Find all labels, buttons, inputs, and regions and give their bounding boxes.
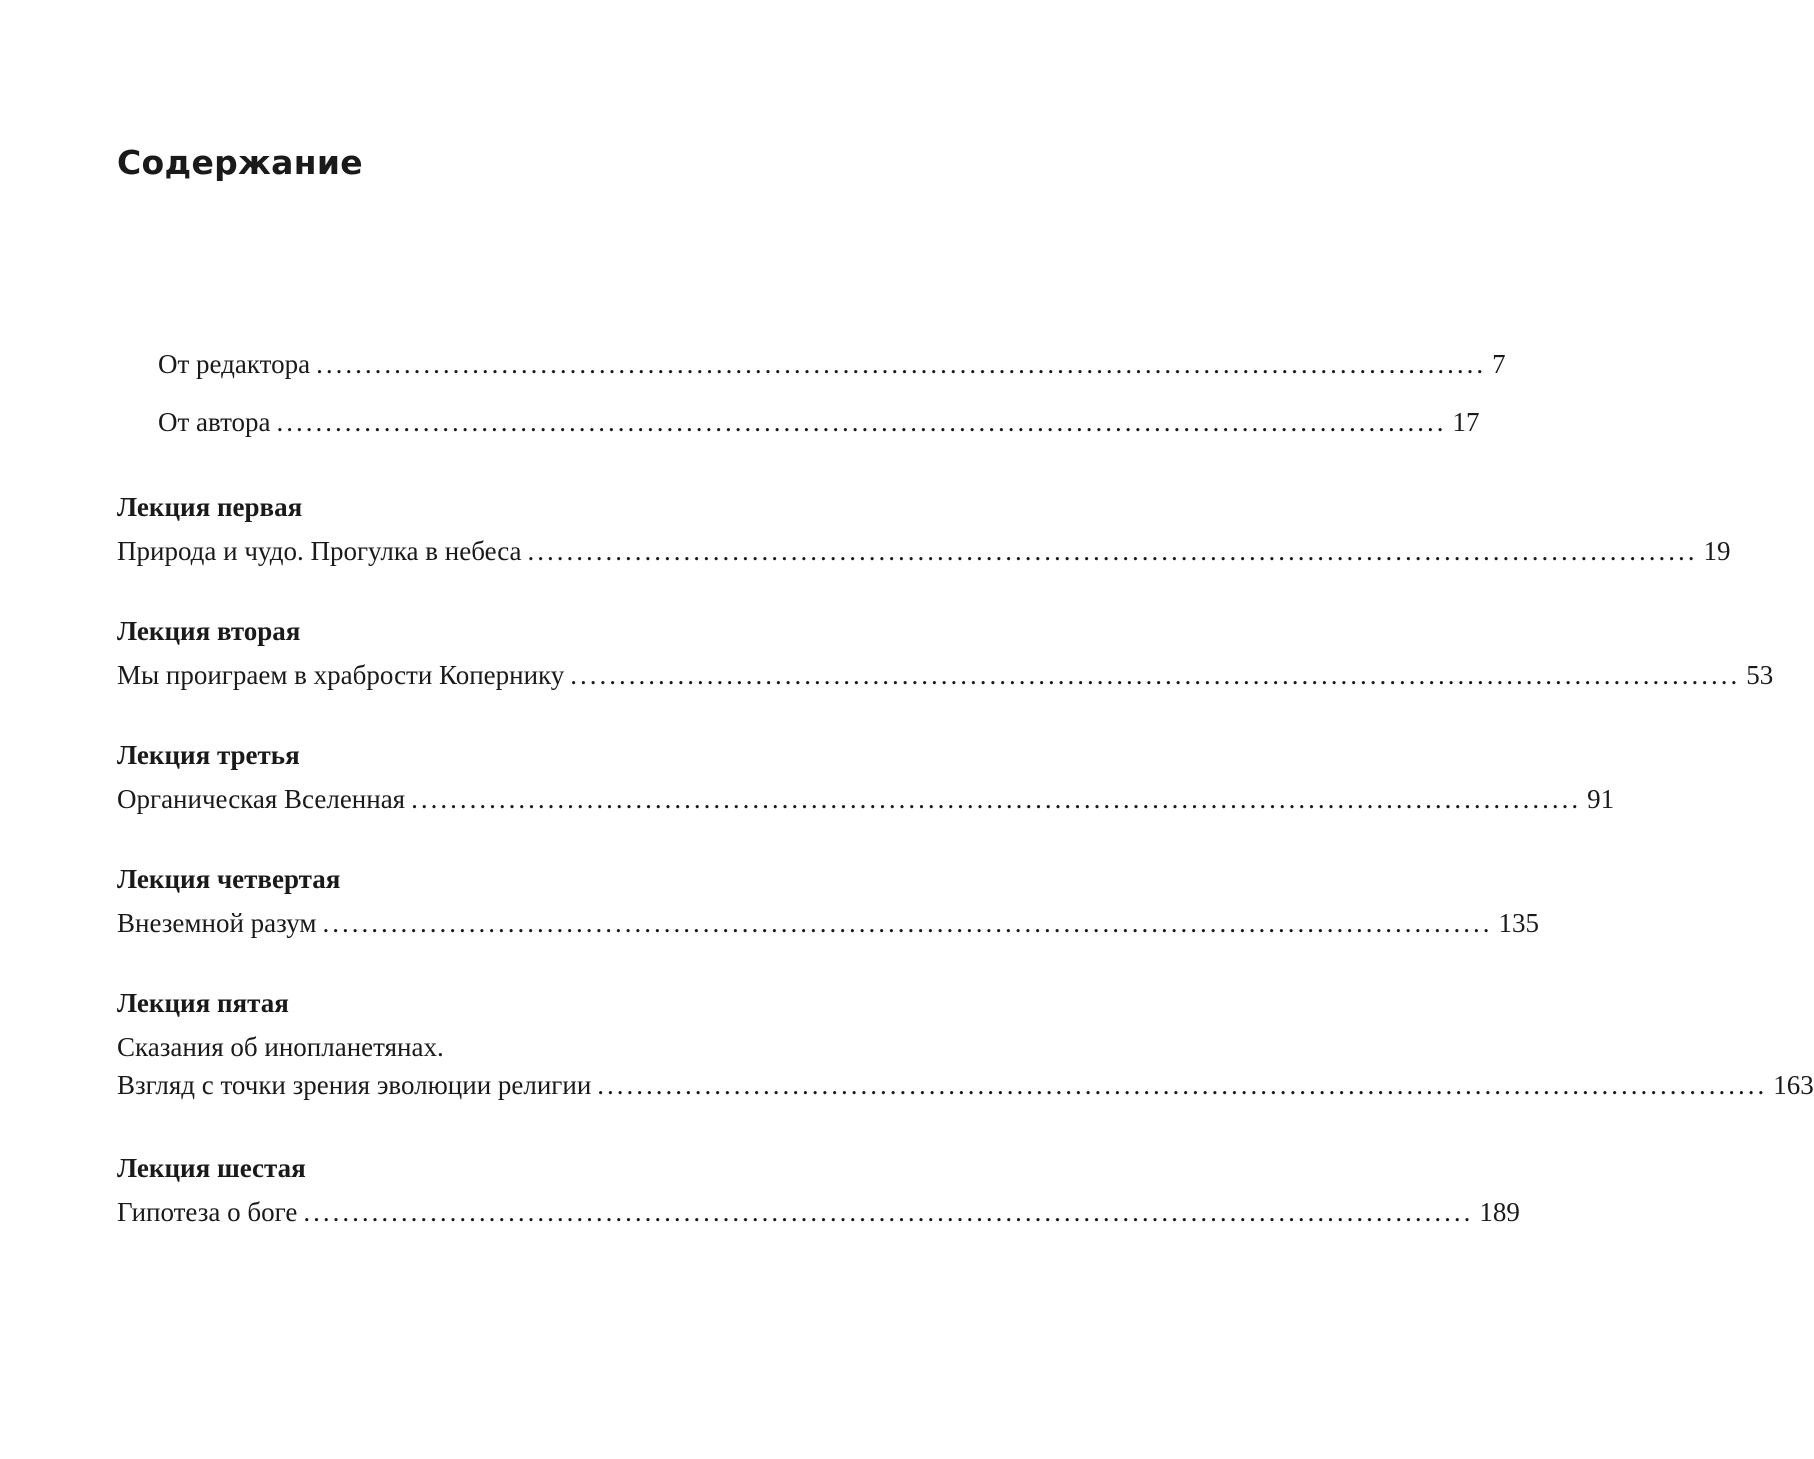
toc-page-number: 91 <box>1587 784 1615 814</box>
toc-page-number: 19 <box>1703 536 1731 566</box>
dot-leader: ........................................................................................................................ <box>322 908 1493 938</box>
toc-entry-title: Внеземной разум <box>117 908 317 938</box>
toc-entry-title: Гипотеза о боге <box>117 1197 298 1227</box>
toc-page-number: 53 <box>1746 660 1774 690</box>
dot-leader: ........................................................................................................................ <box>303 1197 1474 1227</box>
dot-leader: ........................................................................................................................ <box>597 1070 1768 1100</box>
lecture-heading: Лекция шестая <box>117 1153 306 1183</box>
dot-leader: ........................................................................................................................ <box>411 784 1582 814</box>
toc-entry-lecture-2[interactable] <box>117 657 1774 693</box>
lecture-heading: Лекция пятая <box>117 988 289 1018</box>
toc-entry-title: Мы проиграем в храбрости Копернику <box>117 660 565 690</box>
toc-entry-lecture-3[interactable] <box>117 781 1615 817</box>
dot-leader: ........................................................................................................................ <box>527 536 1698 566</box>
lecture-heading: Лекция четвертая <box>117 864 341 894</box>
dot-leader: ........................................................................................................................ <box>316 349 1487 379</box>
toc-entry-title: От редактора <box>158 349 311 379</box>
dot-leader: ........................................................................................................................ <box>276 407 1447 437</box>
dot-leader: ........................................................................................................................ <box>570 660 1741 690</box>
toc-entry-lecture-5[interactable] <box>117 1067 1814 1103</box>
page-title: Содержание <box>117 143 363 182</box>
toc-entry-editor[interactable] <box>158 346 1506 382</box>
toc-page-number: 7 <box>1492 349 1506 379</box>
toc-page-number: 189 <box>1479 1197 1520 1227</box>
toc-entry-title: Органическая Вселенная <box>117 784 406 814</box>
toc-entry-title: Взгляд с точки зрения эволюции религии <box>117 1070 592 1100</box>
toc-entry-author[interactable] <box>158 404 1480 440</box>
toc-entry-lecture-6[interactable] <box>117 1194 1520 1230</box>
lecture-heading: Лекция третья <box>117 740 300 770</box>
toc-page-number: 17 <box>1452 407 1480 437</box>
toc-entry-lecture-1[interactable] <box>117 533 1731 569</box>
toc-entry-title-line: Сказания об инопланетянах. <box>117 1032 444 1062</box>
toc-page-number: 163 <box>1773 1070 1814 1100</box>
toc-entry-title: От автора <box>158 407 271 437</box>
toc-entry-lecture-4[interactable] <box>117 905 1539 941</box>
lecture-heading: Лекция вторая <box>117 616 301 646</box>
lecture-heading: Лекция первая <box>117 492 303 522</box>
toc-entry-title: Природа и чудо. Прогулка в небеса <box>117 536 522 566</box>
toc-page-number: 135 <box>1498 908 1539 938</box>
